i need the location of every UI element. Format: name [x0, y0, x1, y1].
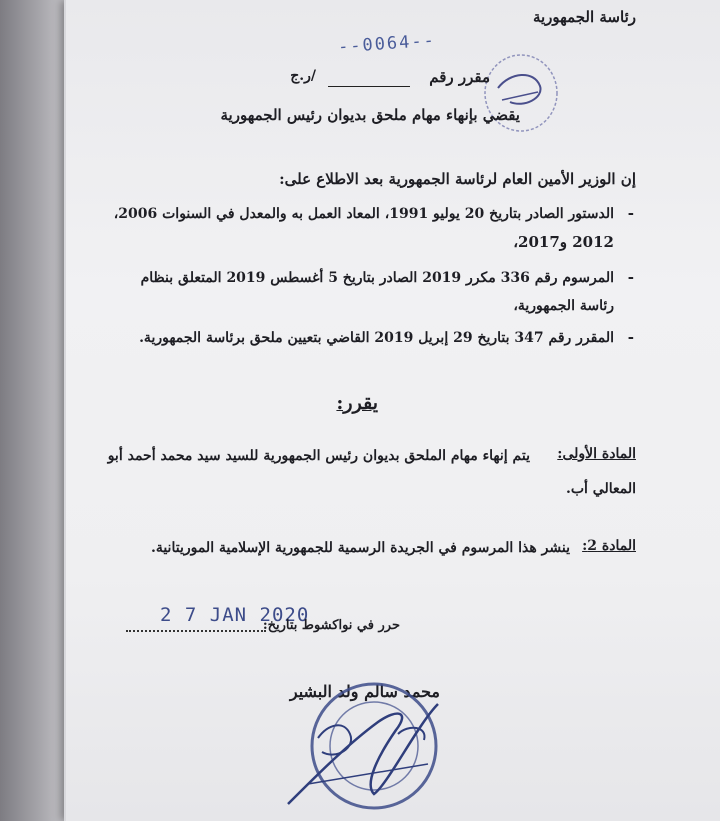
preamble-item-2-line1: المرسوم رقم 336 مكرر 2019 الصادر بتاريخ 5 أغسطس 2019 المتعلق بنظام [140, 270, 614, 286]
preamble-item-1-line1: الدستور الصادر بتاريخ 20 يوليو 1991، المعاد العمل به والمعدل في السنوات 2006، [113, 206, 614, 222]
article-1-text-line2: المعالي أب. [565, 481, 636, 497]
page-edge [64, 0, 66, 821]
presidency-heading: رئاسة الجمهورية [532, 8, 636, 26]
preamble-item-2-line2: رئاسة الجمهورية، [513, 298, 614, 314]
decision-number-blank [328, 86, 410, 87]
preamble-item-3-line1: المقرر رقم 347 بتاريخ 29 إبريل 2019 القاضي بتعيين ملحق برئاسة الجمهورية. [139, 330, 614, 346]
preamble-intro: إن الوزير الأمين العام لرئاسة الجمهورية بعد الاطلاع على: [279, 170, 636, 188]
background-surface [0, 0, 70, 821]
preamble-bullet-2: - [627, 268, 634, 286]
article-1-text: يتم إنهاء مهام الملحق بديوان رئيس الجمهورية للسيد سيد محمد أحمد أبو [107, 448, 530, 464]
article-1-label: المادة الأولى: [557, 446, 636, 462]
article-2-label: المادة 2: [582, 538, 636, 554]
article-2-text: ينشر هذا المرسوم في الجريدة الرسمية للجمهورية الإسلامية الموريتانية. [150, 540, 570, 556]
decision-suffix: /ر.ج [290, 68, 316, 84]
decision-number-stamp: --0064-- [337, 30, 437, 58]
decides-heading: يقرر: [336, 392, 378, 414]
date-stamp: 2 7 JAN 2020 [160, 604, 310, 626]
preamble-bullet-3: - [627, 328, 634, 346]
preamble-bullet-1: - [627, 204, 634, 222]
official-seal [278, 664, 454, 814]
decision-subject: يقضي بإنهاء مهام ملحق بديوان رئيس الجمهورية [220, 106, 520, 124]
place-date-label: حرر في نواكشوط بتاريخ: [262, 618, 400, 633]
preamble-item-1-line2: 2012 و2017، [513, 233, 614, 251]
signatory-name: محمد سالم ولد البشير [289, 682, 440, 701]
decision-label: مقرر رقم [429, 68, 490, 86]
date-dotted-line [126, 630, 266, 632]
